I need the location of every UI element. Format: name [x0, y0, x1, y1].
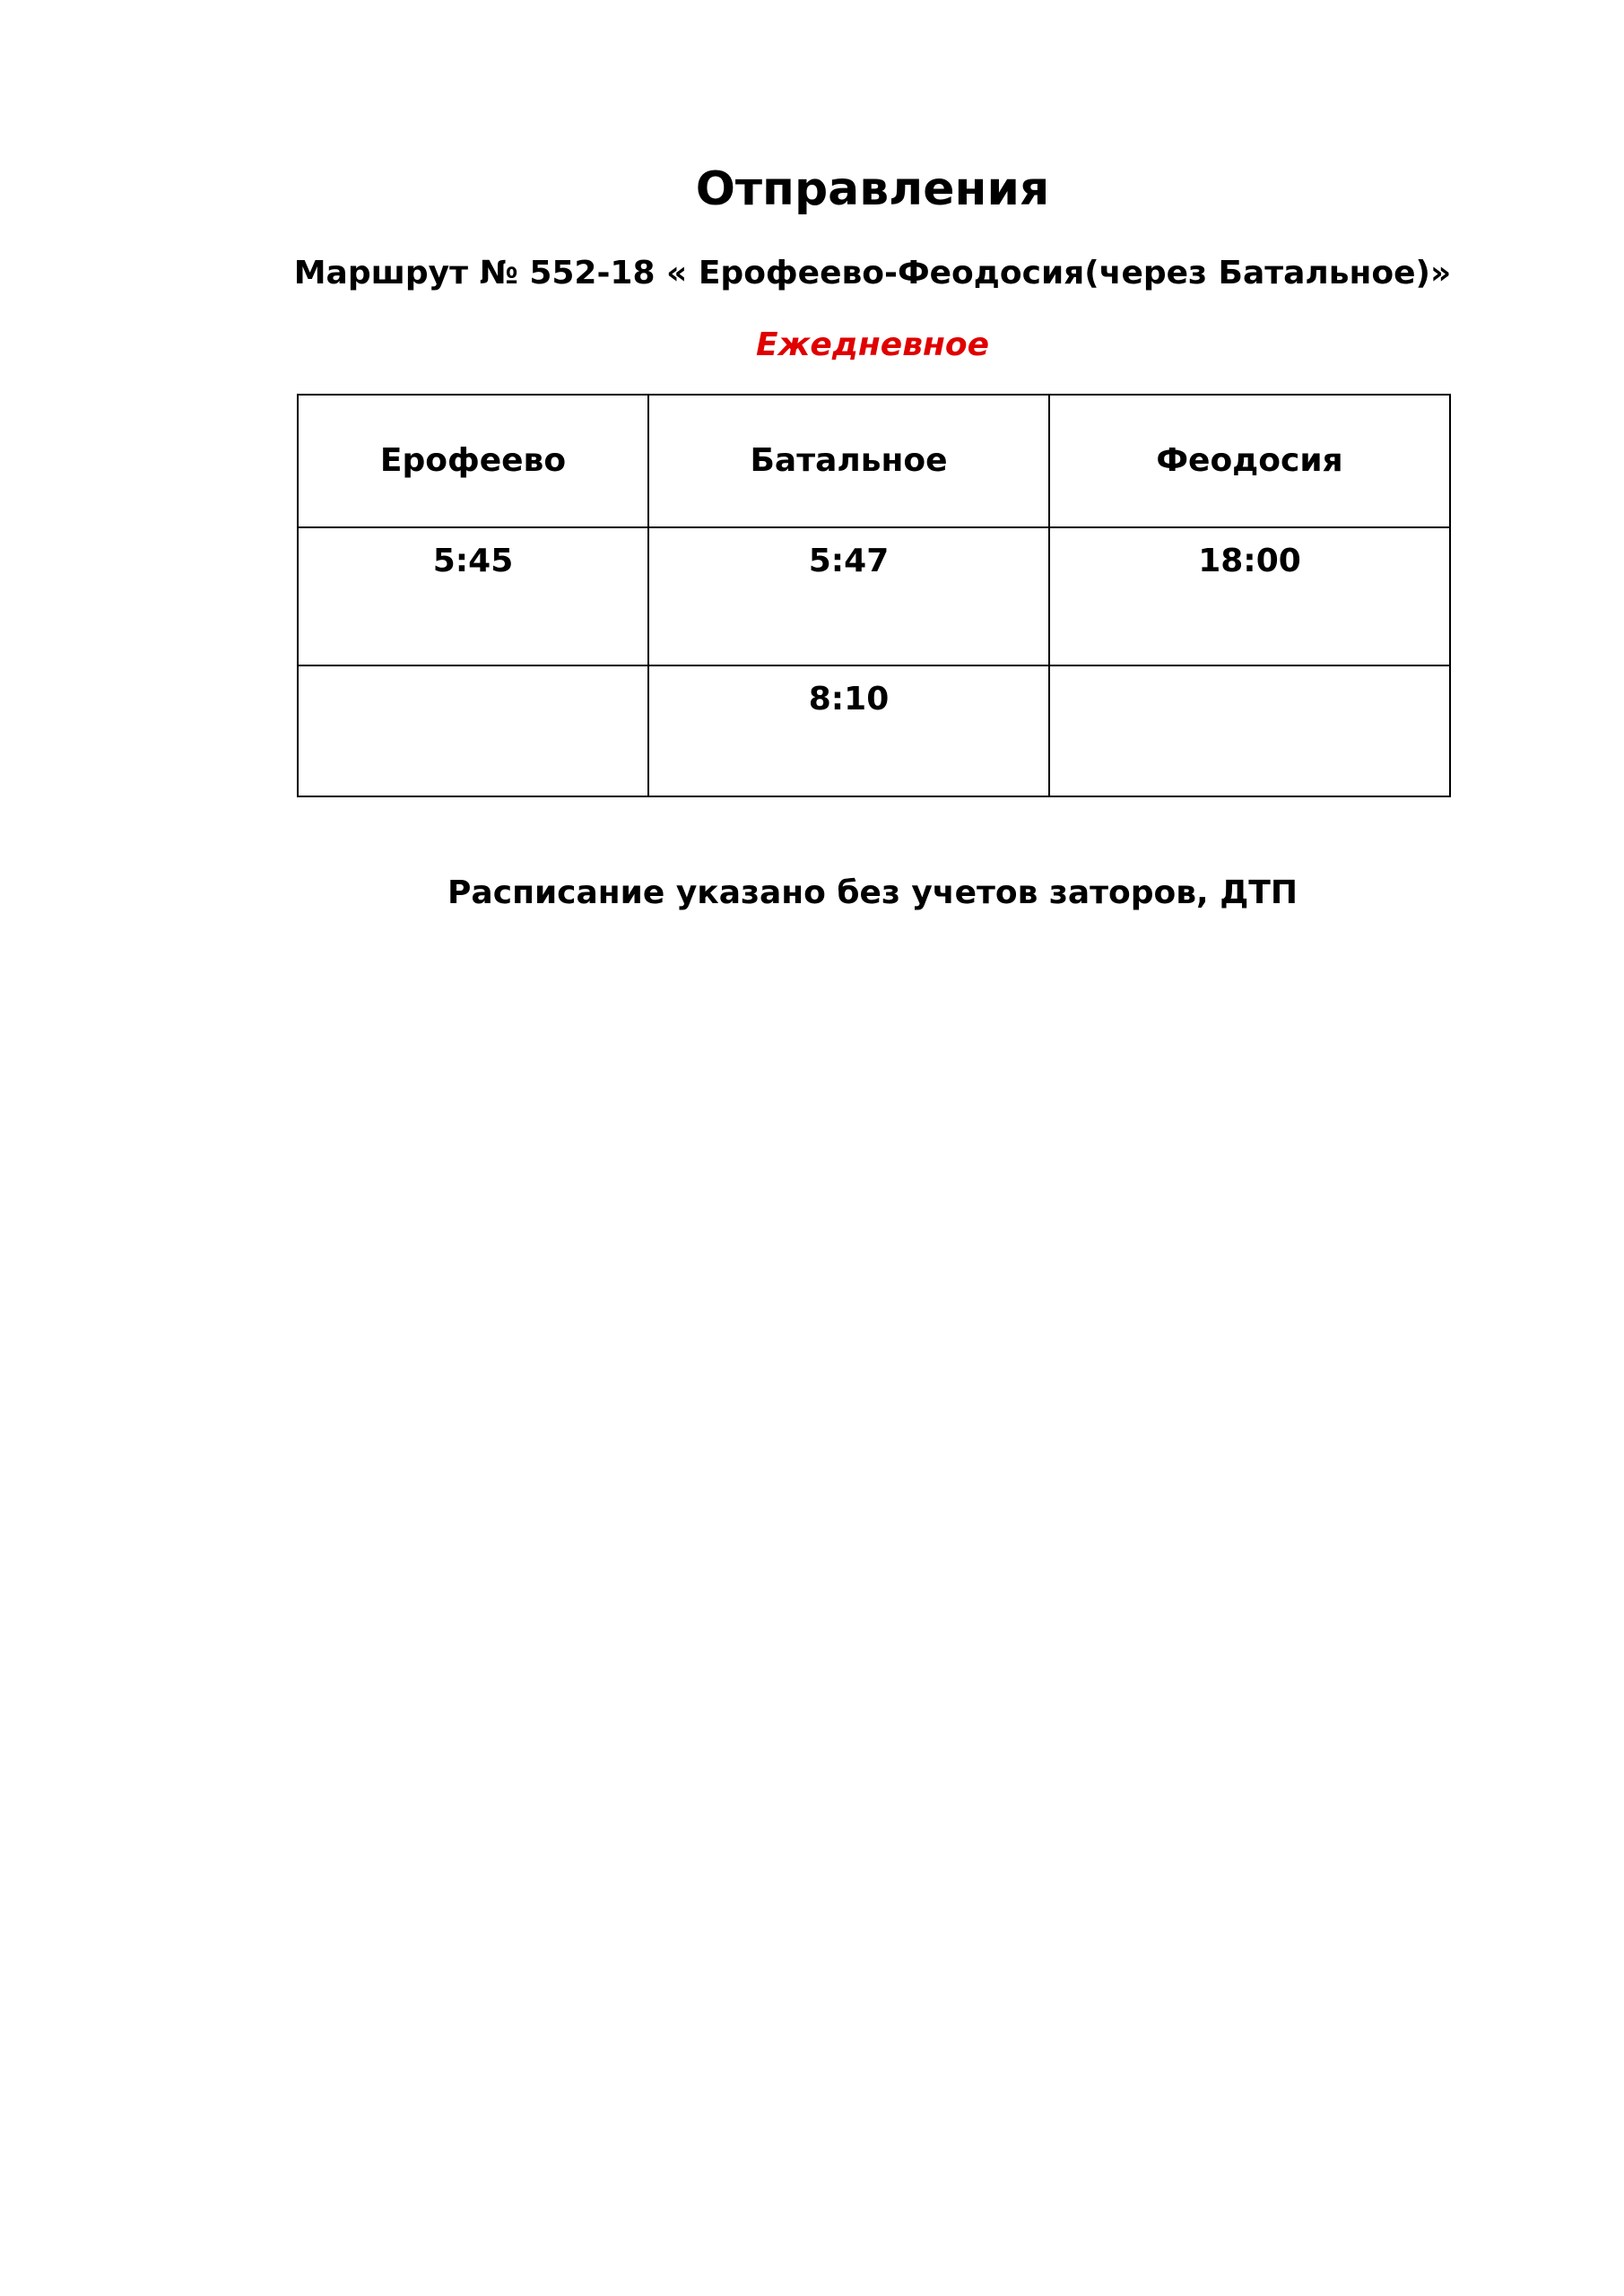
column-header-feodosiya: Феодосия: [1049, 395, 1450, 527]
table-row: [298, 665, 1450, 796]
table-cell: 5:45: [298, 527, 648, 665]
table-header-row: [298, 395, 1450, 527]
table-cell: 18:00: [1049, 527, 1450, 665]
page-title: Отправления: [695, 162, 1050, 216]
table-cell: [1049, 665, 1450, 796]
column-header-batalnoe: Батальное: [648, 395, 1049, 527]
route-heading: Маршрут № 552-18 « Ерофеево-Феодосия(через Батальное)»: [293, 255, 1452, 291]
table-cell: [298, 665, 648, 796]
schedule-note: Расписание указано без учетов заторов, ДТП: [447, 874, 1298, 911]
table-cell: 5:47: [648, 527, 1049, 665]
table-cell: 8:10: [648, 665, 1049, 796]
column-header-erofeevo: Ерофеево: [298, 395, 648, 527]
schedule-table: [297, 394, 1451, 797]
frequency-label: Ежедневное: [756, 326, 989, 363]
table-row: [298, 527, 1450, 665]
